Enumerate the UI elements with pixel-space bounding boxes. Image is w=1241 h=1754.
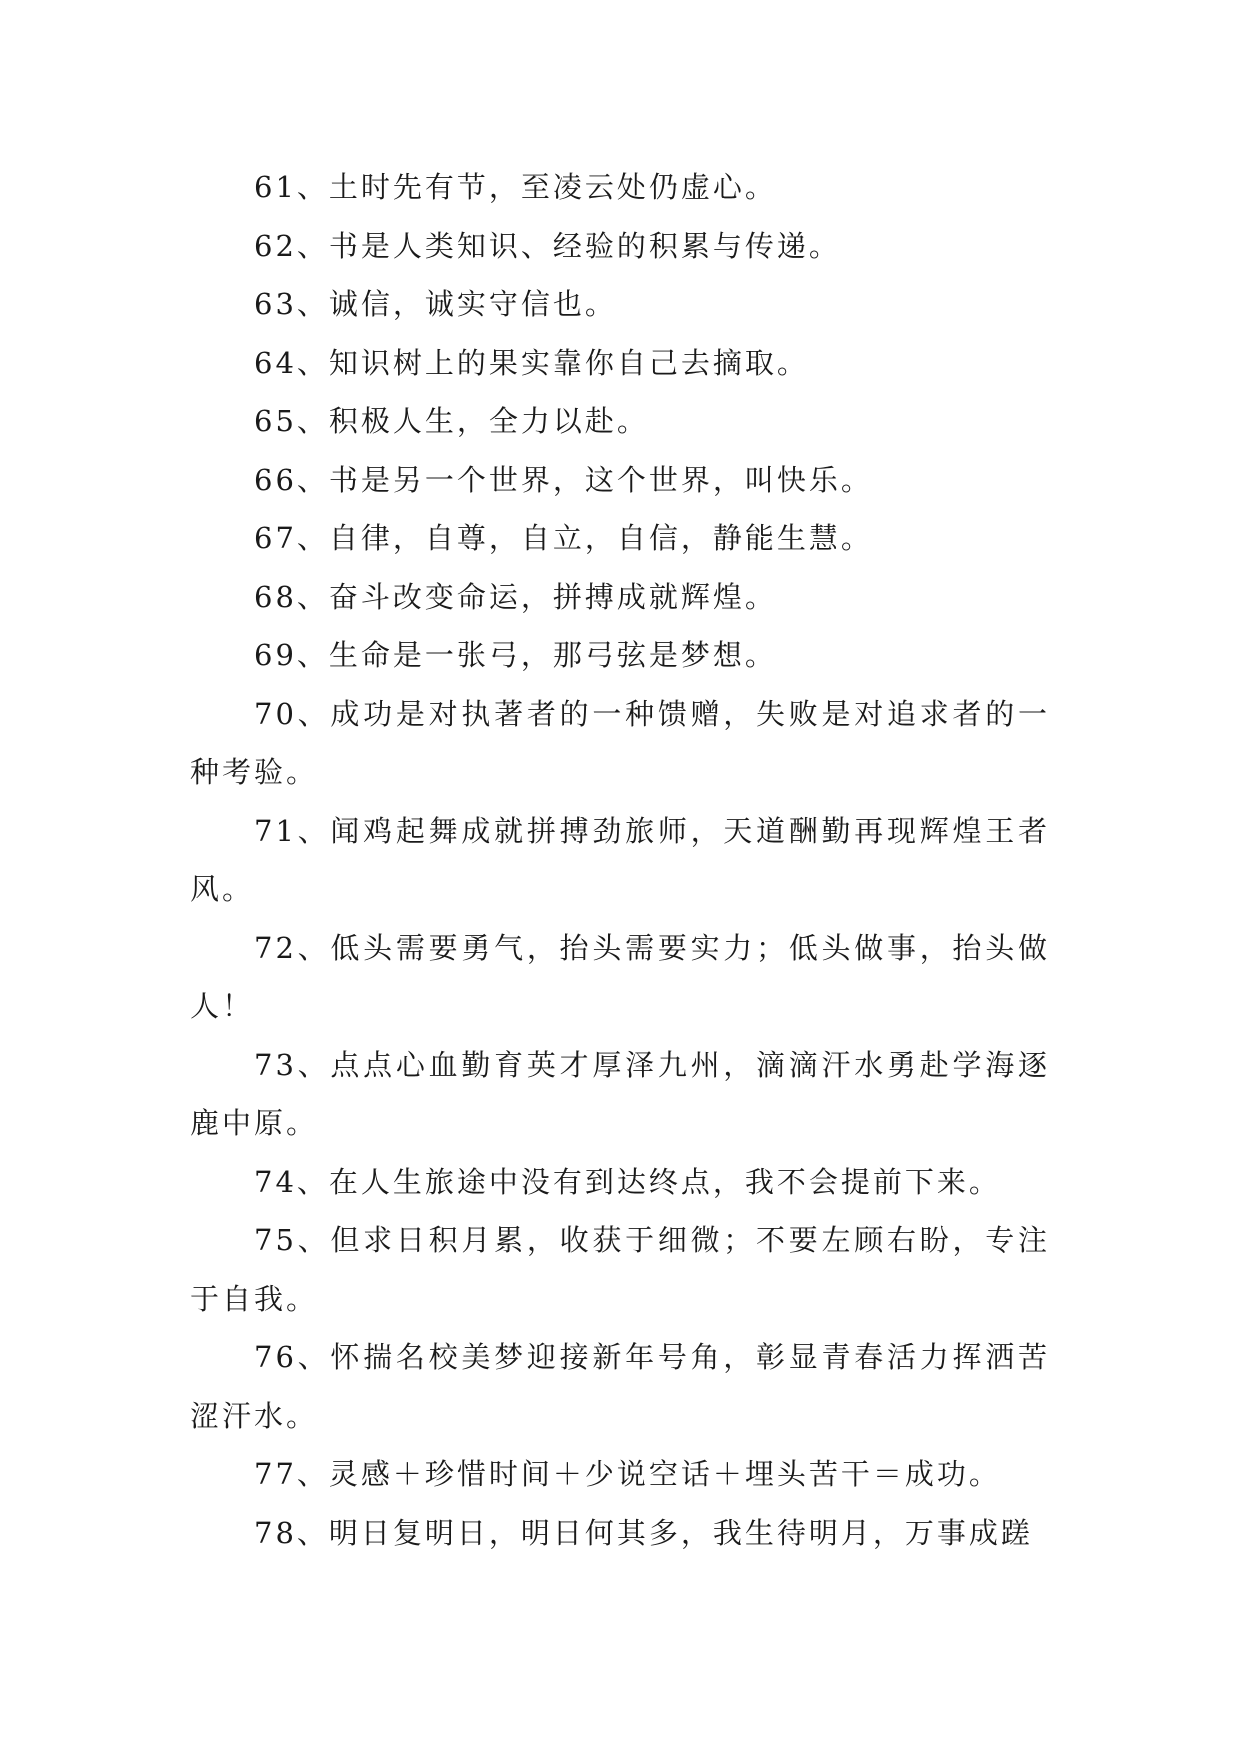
paragraph-62: 62、书是人类知识、经验的积累与传递。: [254, 228, 841, 263]
paragraph-77: 77、灵感＋珍惜时间＋少说空话＋埋头苦干＝成功。: [254, 1457, 1001, 1491]
paragraph-65: 65、积极人生，全力以赴。: [254, 404, 649, 438]
paragraph-69: 69、生命是一张弓，那弓弦是梦想。: [254, 638, 777, 672]
paragraph-63: 63、诚信，诚实守信也。: [254, 287, 617, 321]
document-body: [190, 158, 1050, 1562]
paragraph-74: 74、在人生旅途中没有到达终点，我不会提前下来。: [254, 1164, 1001, 1199]
paragraph-67: 67、自律，自尊，自立，自信，静能生慧。: [254, 521, 873, 555]
paragraph-73: 73、点点心血勤育英才厚泽九州，滴滴汗水勇赴学海逐鹿中原。: [190, 1047, 1050, 1140]
paragraph-71: 71、闻鸡起舞成就拼搏劲旅师，天道酬勤再现辉煌王者风。: [190, 813, 1050, 906]
paragraph-61: 61、土时先有节，至凌云处仍虚心。: [254, 170, 777, 204]
paragraph-75: 75、但求日积月累，收获于细微；不要左顾右盼，专注于自我。: [190, 1223, 1050, 1316]
paragraph-72: 72、低头需要勇气，抬头需要实力；低头做事，抬头做人！: [190, 930, 1050, 1023]
paragraph-68: 68、奋斗改变命运，拼搏成就辉煌。: [254, 579, 777, 614]
paragraph-78: 78、明日复明日，明日何其多，我生待明月，万事成蹉: [254, 1515, 1033, 1550]
paragraph-76: 76、怀揣名校美梦迎接新年号角，彰显青春活力挥洒苦涩汗水。: [190, 1340, 1050, 1433]
paragraph-66: 66、书是另一个世界，这个世界，叫快乐。: [254, 462, 873, 497]
paragraph-64: 64、知识树上的果实靠你自己去摘取。: [254, 345, 809, 380]
paragraph-70: 70、成功是对执著者的一种馈赠，失败是对追求者的一种考验。: [190, 696, 1050, 789]
